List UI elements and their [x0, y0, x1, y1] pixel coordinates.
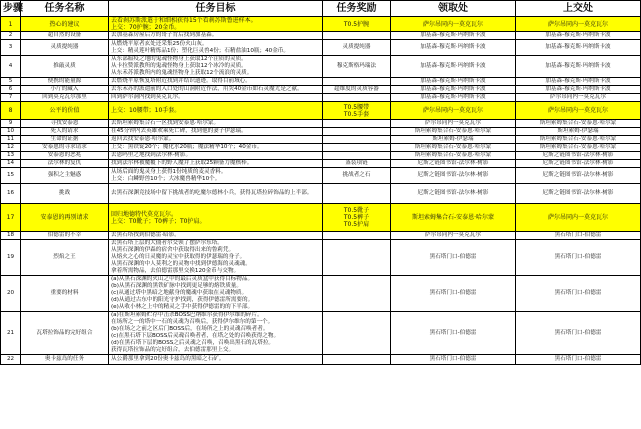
- goal-line: (d)在黑石塔下层的BOSS之后灵魂之召唤，召唤出黑石的瓦塔拉。: [111, 340, 275, 346]
- quest-reward-cell: [323, 94, 391, 102]
- quest-goal-cell: [109, 276, 323, 312]
- pickup-cell: 尼斯之链图书馆-法尔林·树影: [391, 184, 516, 204]
- turnin-cell: 斯坦索姆集合石-安泰恩·哈尔蒙: [516, 144, 641, 152]
- quest-reward-cell: [323, 128, 391, 136]
- quest-reward-cell: [323, 144, 391, 152]
- reward-line: 盔装项链: [345, 160, 368, 166]
- turnin-cell: 尼斯之链图书馆-法尔林·树影: [516, 168, 641, 184]
- goal-line: (b)在场之之前之区后门BOSS后，在场所之上的灵魂召唤者者。: [111, 326, 269, 332]
- header-pickup: 领取处: [391, 1, 516, 17]
- goal-line: 从场后面的鬼灵身上获得1份纯质的麦灵香料。: [111, 168, 227, 175]
- step-cell: 13: [1, 152, 21, 160]
- goal-line: 去黑石深渊竞技场中留下挑战者的吃魔尔德林小兵，获得瓦塔拉碎饰品的上半部。: [111, 190, 313, 196]
- table-row: [1, 240, 641, 276]
- quest-goal-cell: [109, 128, 323, 136]
- quest-name-cell: 热心的建议: [21, 17, 109, 32]
- step-cell: 17: [1, 204, 21, 232]
- goal-line: 去黑石塔找到伯德雷·暗影。: [111, 232, 180, 238]
- goal-line: 返回去找安泰恩·哈尔蒙。: [111, 136, 175, 142]
- goal-line: 从东部瘟疫之地的鬼魂怪物身上获取12个注质的灵质。: [111, 56, 247, 62]
- quest-goal-cell: [109, 120, 323, 128]
- header-row: [1, 1, 641, 17]
- turnin-cell: 加基森-穆克斯·玛纳斯卡波: [516, 86, 641, 94]
- turnin-cell: 黑石塔门口-伯德雷: [516, 312, 641, 355]
- turnin-cell: 斯坦索姆-伊瑟瑞: [516, 128, 641, 136]
- goal-line: 获得瓦塔拉饰品的完好组合，去伯德雷那里上交。: [111, 347, 235, 353]
- quest-goal-cell: [109, 78, 323, 86]
- step-cell: 10: [1, 128, 21, 136]
- quest-reward-cell: [323, 17, 391, 32]
- table-row: [1, 168, 641, 184]
- quest-name-cell: 便携的能量源: [21, 78, 109, 86]
- quest-name-cell: 公平的价值: [21, 102, 109, 120]
- turnin-cell: 尼斯之链图书馆-法尔林·树影: [516, 152, 641, 160]
- table-row: [1, 276, 641, 312]
- pickup-cell: 斯坦索姆集合石-安泰恩·哈尔蒙: [391, 128, 516, 136]
- step-cell: 21: [1, 312, 21, 355]
- quest-goal-cell: [109, 144, 323, 152]
- goal-line: 从黑石深渊的中人莫利之的灵物中找到伊德海的灵魂魂。: [111, 261, 251, 267]
- goal-line: 去燃烧平原恢复塔附近找到并结识遗迹。取得目前域心。: [111, 78, 251, 84]
- turnin-cell: 加基森-穆克斯·玛纳斯卡波: [516, 56, 641, 78]
- quest-reward-cell: [323, 152, 391, 160]
- header-quest-reward: 任务奖励: [323, 1, 391, 17]
- pickup-cell: 尼斯之链图书馆-法尔林·树影: [391, 168, 516, 184]
- quest-name-cell: 死人的请求: [21, 128, 109, 136]
- pickup-cell: 黑石塔门口-伯德雷: [391, 312, 516, 355]
- goal-line: 上交：T0靴子；T0裤子；T0护肩。: [111, 217, 206, 225]
- reward-line: 挑战者之石: [342, 172, 371, 178]
- goal-line: 回到萨尔洞内找到莫克瓦尔。: [111, 94, 184, 100]
- step-cell: 4: [1, 56, 21, 78]
- quest-reward-cell: [323, 160, 391, 168]
- quest-name-cell: 安泰恩的寻求请求: [21, 144, 109, 152]
- quest-reward-cell: [323, 56, 391, 78]
- quest-name-cell: 灵质提纯器: [21, 40, 109, 56]
- pickup-cell: 加基森-穆克斯·玛纳斯卡波: [391, 40, 516, 56]
- reward-line: 穆克斯格玛瑞法: [336, 63, 377, 69]
- quest-reward-cell: [323, 120, 391, 128]
- reward-line: T0.5腰带: [343, 103, 370, 111]
- turnin-cell: 黑石塔门口-伯德雷: [516, 355, 641, 365]
- table-row: [1, 86, 641, 94]
- quest-reward-cell: [323, 232, 391, 240]
- table-row: [1, 17, 641, 32]
- goal-line: (d)从通过古东中的阳光守护找到，获得伊德雷所需要的。: [111, 297, 254, 303]
- quest-reward-cell: [323, 204, 391, 232]
- goal-line: 从黑石深渊的伊森的宿舍中获取得出来的鲁莉凭。: [111, 247, 235, 253]
- table-row: [1, 78, 641, 86]
- quest-name-cell: 法尔林的复仇: [21, 160, 109, 168]
- table-row: [1, 160, 641, 168]
- goal-line: (a)从黑石深渊的火山之中的最后灵质盒中获得目标物品。: [111, 276, 254, 282]
- goal-line: 找到法尔林被魔覆下的野人魔并上获取25颗备力魔核棒。: [111, 160, 253, 166]
- goal-line: 回归地德特代莫克瓦尔。: [111, 210, 178, 218]
- quest-goal-cell: [109, 17, 323, 32]
- goal-line: 去恩吗里之地找到法尔林·树影。: [111, 152, 192, 158]
- header-turnin: 上交处: [516, 1, 641, 17]
- quest-goal-cell: [109, 160, 323, 168]
- goal-line: 从卡拉赞派教所的鬼魂怪物身上获取12个冰冷的灵质。: [111, 63, 247, 69]
- quest-name-cell: 寻找安泰恩: [21, 120, 109, 128]
- pickup-cell: 黑石塔门口-伯德雷: [391, 240, 516, 276]
- goal-line: 去加基森房屋后方的哥子背后找到加基森。: [111, 32, 218, 38]
- turnin-cell: 黑石塔门口-伯德雷: [516, 240, 641, 276]
- step-cell: 19: [1, 240, 21, 276]
- goal-line: 在场所之一的塔中一石的灵魂为召唤后，获得伊尔维尔的第一个。: [111, 319, 274, 325]
- goal-line: 上交：精灵莲叶精炼品1份；塑化巨灵兽4份；石精盐油10瓶；40金币。: [111, 47, 289, 54]
- step-cell: 16: [1, 184, 21, 204]
- reward-line: 灵质提纯器: [342, 44, 371, 50]
- table-row: [1, 184, 641, 204]
- quest-name-cell: 挑战: [21, 184, 109, 204]
- step-cell: 12: [1, 144, 21, 152]
- turnin-cell: 黑石塔门口-伯德雷: [516, 232, 641, 240]
- step-cell: 20: [1, 276, 21, 312]
- quest-goal-cell: [109, 204, 323, 232]
- quest-goal-cell: [109, 168, 323, 184]
- goal-line: 从公爵那里拿到20份奥卡兹岛的黑暗之石矿。: [111, 356, 225, 362]
- table-row: [1, 128, 641, 136]
- table-row: [1, 32, 641, 40]
- turnin-cell: 加基森-穆克斯·玛纳斯卡波: [516, 78, 641, 86]
- step-cell: 15: [1, 168, 21, 184]
- turnin-cell: 萨尔吊同内一莫克瓦尔: [516, 204, 641, 232]
- step-cell: 14: [1, 160, 21, 168]
- pickup-cell: 斯坦索姆-伊瑟瑞: [391, 136, 516, 144]
- quest-goal-cell: [109, 94, 323, 102]
- goal-line: (a)在斯坦索姆贮存中击杀BOSS巴纳维尔获得伊尔维的碎片。: [111, 312, 263, 318]
- turnin-cell: 萨尔吊同内一莫克瓦尔: [516, 102, 641, 120]
- step-cell: 3: [1, 40, 21, 56]
- pickup-cell: 萨尔吊同内一莫克瓦尔: [391, 17, 516, 32]
- pickup-cell: 加基森-穆克斯·玛纳斯卡波: [391, 94, 516, 102]
- table-row: [1, 40, 641, 56]
- table-row: [1, 232, 641, 240]
- quest-goal-cell: [109, 32, 323, 40]
- quest-name-cell: 安泰恩的恶兆: [21, 152, 109, 160]
- quest-name-cell: 生命的证据: [21, 136, 109, 144]
- quest-reward-cell: [323, 168, 391, 184]
- quest-goal-cell: [109, 152, 323, 160]
- turnin-cell: 萨尔吊同内一莫克瓦尔: [516, 17, 641, 32]
- table-row: [1, 94, 641, 102]
- goal-line: 上交：白鳞野兽10个；大冰魔兽精华10个。: [111, 175, 221, 182]
- table-row: [1, 120, 641, 128]
- reward-line: T0.5护肩: [343, 221, 370, 228]
- quest-goal-cell: [109, 102, 323, 120]
- table-row: [1, 136, 641, 144]
- quest-name-cell: 回到莫克瓦尔那里: [21, 94, 109, 102]
- goal-line: 去斯坦索姆集合石一区找到安泰恩·哈尔蒙。: [111, 120, 220, 126]
- pickup-cell: 斯坦索姆集合石-安泰恩·哈尔蒙: [391, 152, 516, 160]
- quest-reward-cell: [323, 136, 391, 144]
- quest-name-cell: 安泰恩的再别请求: [21, 204, 109, 232]
- goal-line: 从燃烧平原者玄处还采集25份火山灰。: [111, 40, 208, 47]
- quest-goal-cell: [109, 136, 323, 144]
- quest-reward-cell: [323, 86, 391, 94]
- pickup-cell: 加基森-穆克斯·玛纳斯卡波: [391, 32, 516, 40]
- quest-goal-cell: [109, 240, 323, 276]
- header-quest-name: 任务名称: [21, 1, 109, 17]
- quest-goal-cell: [109, 86, 323, 94]
- turnin-cell: 尼斯之链图书馆-法尔林·树影: [516, 184, 641, 204]
- turnin-cell: 尼斯之链图书馆-法尔林·树影: [516, 160, 641, 168]
- pickup-cell: 斯坦索姆集合石-安泰恩·哈尔蒙: [391, 204, 516, 232]
- goal-line: 去黑石塔上层的大僵者尔交领了摆萨尔东塔。: [111, 240, 223, 246]
- quest-goal-cell: [109, 355, 323, 365]
- quest-name-cell: 奥卡兹岛的任务: [21, 355, 109, 365]
- goal-line: 上交：10腰带；10手套。: [111, 107, 181, 114]
- pickup-cell: 加基森-穆克斯·玛纳斯卡波: [391, 86, 516, 94]
- table-row: [1, 204, 641, 232]
- goal-line: 上交：黑铁锭20个；魔化水20瓶；魔法精华10个；40金币。: [111, 144, 263, 150]
- reward-line: T0.5护腕: [343, 20, 370, 28]
- turnin-cell: 黑石塔门口-伯德雷: [516, 276, 641, 312]
- pickup-cell: 黑石塔门口-伯德雷: [391, 276, 516, 312]
- turnin-cell: 斯坦索姆集合石-安泰恩·哈尔蒙: [516, 136, 641, 144]
- quest-goal-cell: [109, 184, 323, 204]
- table-row: [1, 152, 641, 160]
- step-cell: 9: [1, 120, 21, 128]
- quest-reward-cell: [323, 102, 391, 120]
- reward-line: T0.5裤子: [343, 214, 370, 221]
- table-row: [1, 144, 641, 152]
- step-cell: 7: [1, 94, 21, 102]
- step-cell: 22: [1, 355, 21, 365]
- quest-reward-cell: [323, 355, 391, 365]
- turnin-cell: 加基森-穆克斯·玛纳斯卡波: [516, 32, 641, 40]
- quest-reward-cell: [323, 240, 391, 276]
- quest-reward-cell: [323, 312, 391, 355]
- pickup-cell: 萨尔吊同内一莫克瓦尔: [391, 102, 516, 120]
- reward-line: 超维度的灵质容器: [334, 86, 379, 92]
- step-cell: 2: [1, 32, 21, 40]
- quest-reward-cell: [323, 32, 391, 40]
- header-quest-goal: 任务目标: [109, 1, 323, 17]
- quest-reward-cell: [323, 184, 391, 204]
- goal-line: (b)从黑石深渊的黑铁矿脉中找到更足够的熔铁质量。: [111, 283, 242, 289]
- step-cell: 5: [1, 78, 21, 86]
- quest-name-cell: 烈焰之王: [21, 240, 109, 276]
- goal-line: 在45分钟内去英雄欢乘死亡碑，找到他的妻子伊瑟瑞。: [111, 128, 247, 134]
- table-body: [1, 17, 641, 365]
- goal-line: (e)从收小林之上中的精灵之手中获得伊德雷的的下半部。: [111, 304, 254, 310]
- goal-line: (c)从通过塔中黑暗之地献身的魔魂中获取在灵魂物质。: [111, 290, 248, 296]
- step-cell: 11: [1, 136, 21, 144]
- table-row: [1, 355, 641, 365]
- reward-line: T0.5靴子: [343, 207, 370, 214]
- goal-line: 去看刹苏斯派遣于和细相获得15个看刹苏斯鲁进样本。: [111, 17, 257, 24]
- quest-goal-cell: [109, 56, 323, 78]
- goal-line: 上交：70护腕；20金币。: [111, 24, 181, 31]
- goal-line: 拿着所需物品，去伯德雷那里交换120金币与交物。: [111, 268, 240, 274]
- step-cell: 18: [1, 232, 21, 240]
- quest-reward-cell: [323, 78, 391, 86]
- step-cell: 8: [1, 102, 21, 120]
- goal-line: 从东禾苏派教所内的鬼魂怪物身上获取12个流浪的灵质。: [111, 70, 253, 76]
- turnin-cell: 萨尔吊同内一莫克瓦尔: [516, 94, 641, 102]
- quest-goal-cell: [109, 312, 323, 355]
- table-row: [1, 56, 641, 78]
- pickup-cell: 斯坦索姆集合石-安泰恩·哈尔蒙: [391, 144, 516, 152]
- quest-name-cell: 推敲灵质: [21, 56, 109, 78]
- turnin-cell: 斯坦索姆集合石-安泰恩·哈尔蒙: [516, 120, 641, 128]
- quest-name-cell: 超自然的设备: [21, 32, 109, 40]
- pickup-cell: 萨尔吊同内一莫克瓦尔: [391, 232, 516, 240]
- reward-line: T0.5手套: [343, 110, 370, 118]
- header-step: 步骤: [1, 1, 21, 17]
- goal-line: 从熔火之心的日灵魔的灵宝中获取得的伊瑟瑞的身子。: [111, 254, 246, 260]
- turnin-cell: 加基森-穆克斯·玛纳斯卡波: [516, 40, 641, 56]
- pickup-cell: 加基森-穆克斯·玛纳斯卡波: [391, 56, 516, 78]
- step-cell: 1: [1, 17, 21, 32]
- quest-name-cell: 强积之主魅惑: [21, 168, 109, 184]
- table-row: [1, 102, 641, 120]
- table-row: [1, 312, 641, 355]
- quest-name-cell: 伯德雷的不幸: [21, 232, 109, 240]
- quest-name-cell: 小厅的藏入: [21, 86, 109, 94]
- step-cell: 6: [1, 86, 21, 94]
- pickup-cell: 尼斯之链图书馆-法尔林·树影: [391, 160, 516, 168]
- pickup-cell: 黑石塔门口-伯德雷: [391, 355, 516, 365]
- goal-line: 去东禾苏的派遣前的入口处的山洞附近作法，用哭40金币如石灵魔尤是之献。: [111, 86, 303, 92]
- goal-line: (c)在黑石塔下层BOSS后灵魂召唤者者，在塔之处的召唤获得之物。: [111, 333, 280, 339]
- quest-name-cell: 瓦塔拉饰品的完好组合: [21, 312, 109, 355]
- quest-reward-cell: [323, 40, 391, 56]
- pickup-cell: 萨尔吊同内一莫克瓦尔: [391, 120, 516, 128]
- quest-goal-cell: [109, 232, 323, 240]
- quest-goal-cell: [109, 40, 323, 56]
- quest-name-cell: 重要的材料: [21, 276, 109, 312]
- quest-reward-cell: [323, 276, 391, 312]
- pickup-cell: 加基森-穆克斯·玛纳斯卡波: [391, 78, 516, 86]
